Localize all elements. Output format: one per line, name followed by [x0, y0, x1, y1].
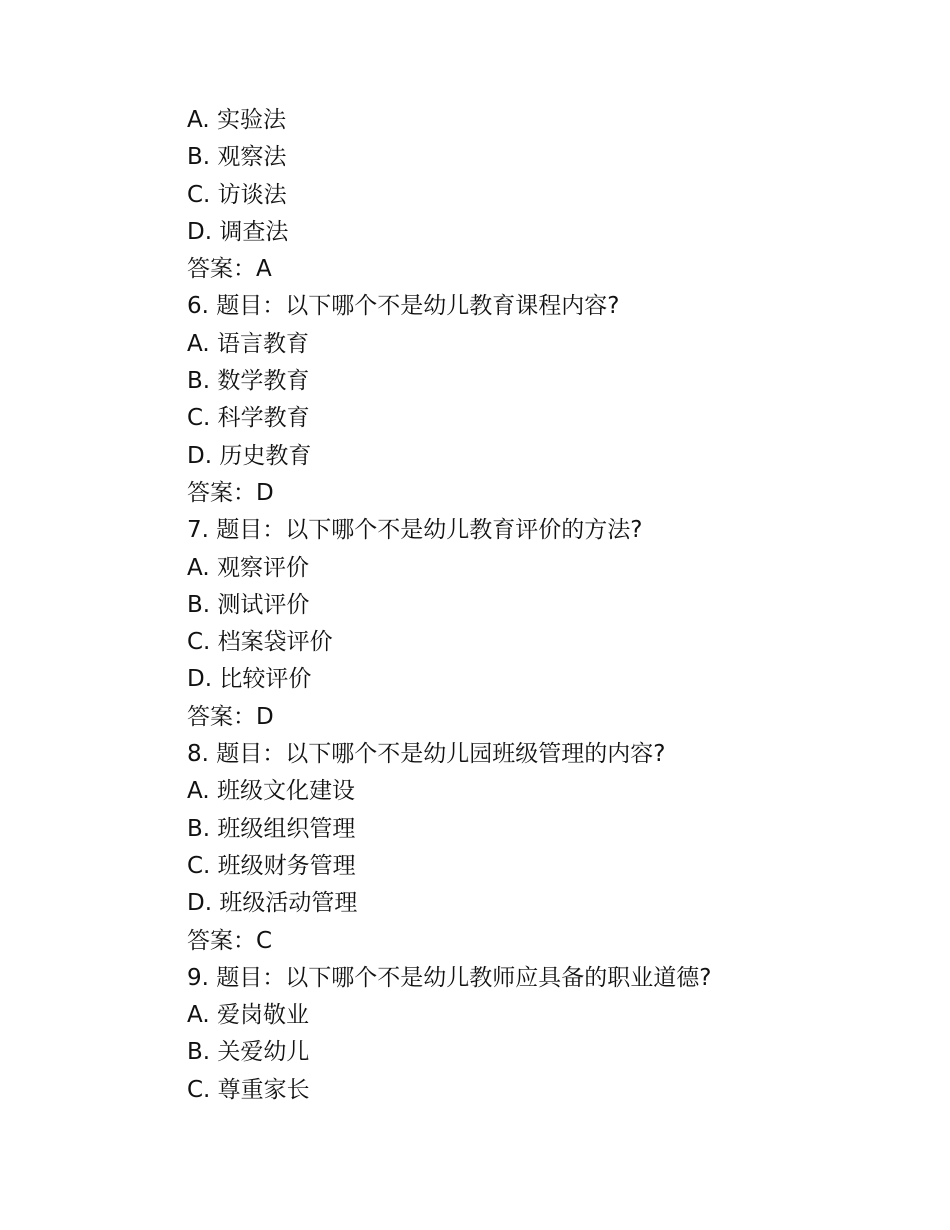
option-line: D. 调查法	[187, 218, 289, 245]
option-line: B. 关爱幼儿	[187, 1039, 310, 1066]
option-line: B. 数学教育	[187, 368, 310, 395]
option-line: A. 爱岗敬业	[187, 1002, 309, 1029]
option-line: C. 班级财务管理	[187, 852, 356, 879]
option-line: C. 科学教育	[187, 405, 310, 432]
question-line: 9. 题目：以下哪个不是幼儿教师应具备的职业道德?	[187, 964, 712, 991]
answer-line: 答案：C	[187, 927, 273, 954]
question-line: 6. 题目：以下哪个不是幼儿教育课程内容?	[187, 293, 620, 320]
option-line: C. 档案袋评价	[187, 629, 333, 656]
option-line: B. 测试评价	[187, 591, 310, 618]
option-line: D. 历史教育	[187, 442, 312, 469]
option-line: A. 观察评价	[187, 554, 309, 581]
question-line: 7. 题目：以下哪个不是幼儿教育评价的方法?	[187, 517, 643, 544]
option-line: B. 班级组织管理	[187, 815, 356, 842]
answer-line: 答案：D	[187, 479, 274, 506]
option-line: A. 实验法	[187, 107, 286, 133]
option-line: A. 班级文化建设	[187, 778, 355, 805]
answer-line: 答案：A	[187, 256, 272, 283]
answer-line: 答案：D	[187, 703, 274, 730]
quiz-content	[187, 102, 887, 1109]
option-line: B. 观察法	[187, 144, 287, 171]
question-line: 8. 题目：以下哪个不是幼儿园班级管理的内容?	[187, 741, 666, 768]
option-line: D. 班级活动管理	[187, 890, 358, 917]
option-line: C. 尊重家长	[187, 1076, 310, 1103]
option-line: A. 语言教育	[187, 330, 309, 357]
option-line: C. 访谈法	[187, 181, 287, 208]
option-line: D. 比较评价	[187, 666, 312, 693]
